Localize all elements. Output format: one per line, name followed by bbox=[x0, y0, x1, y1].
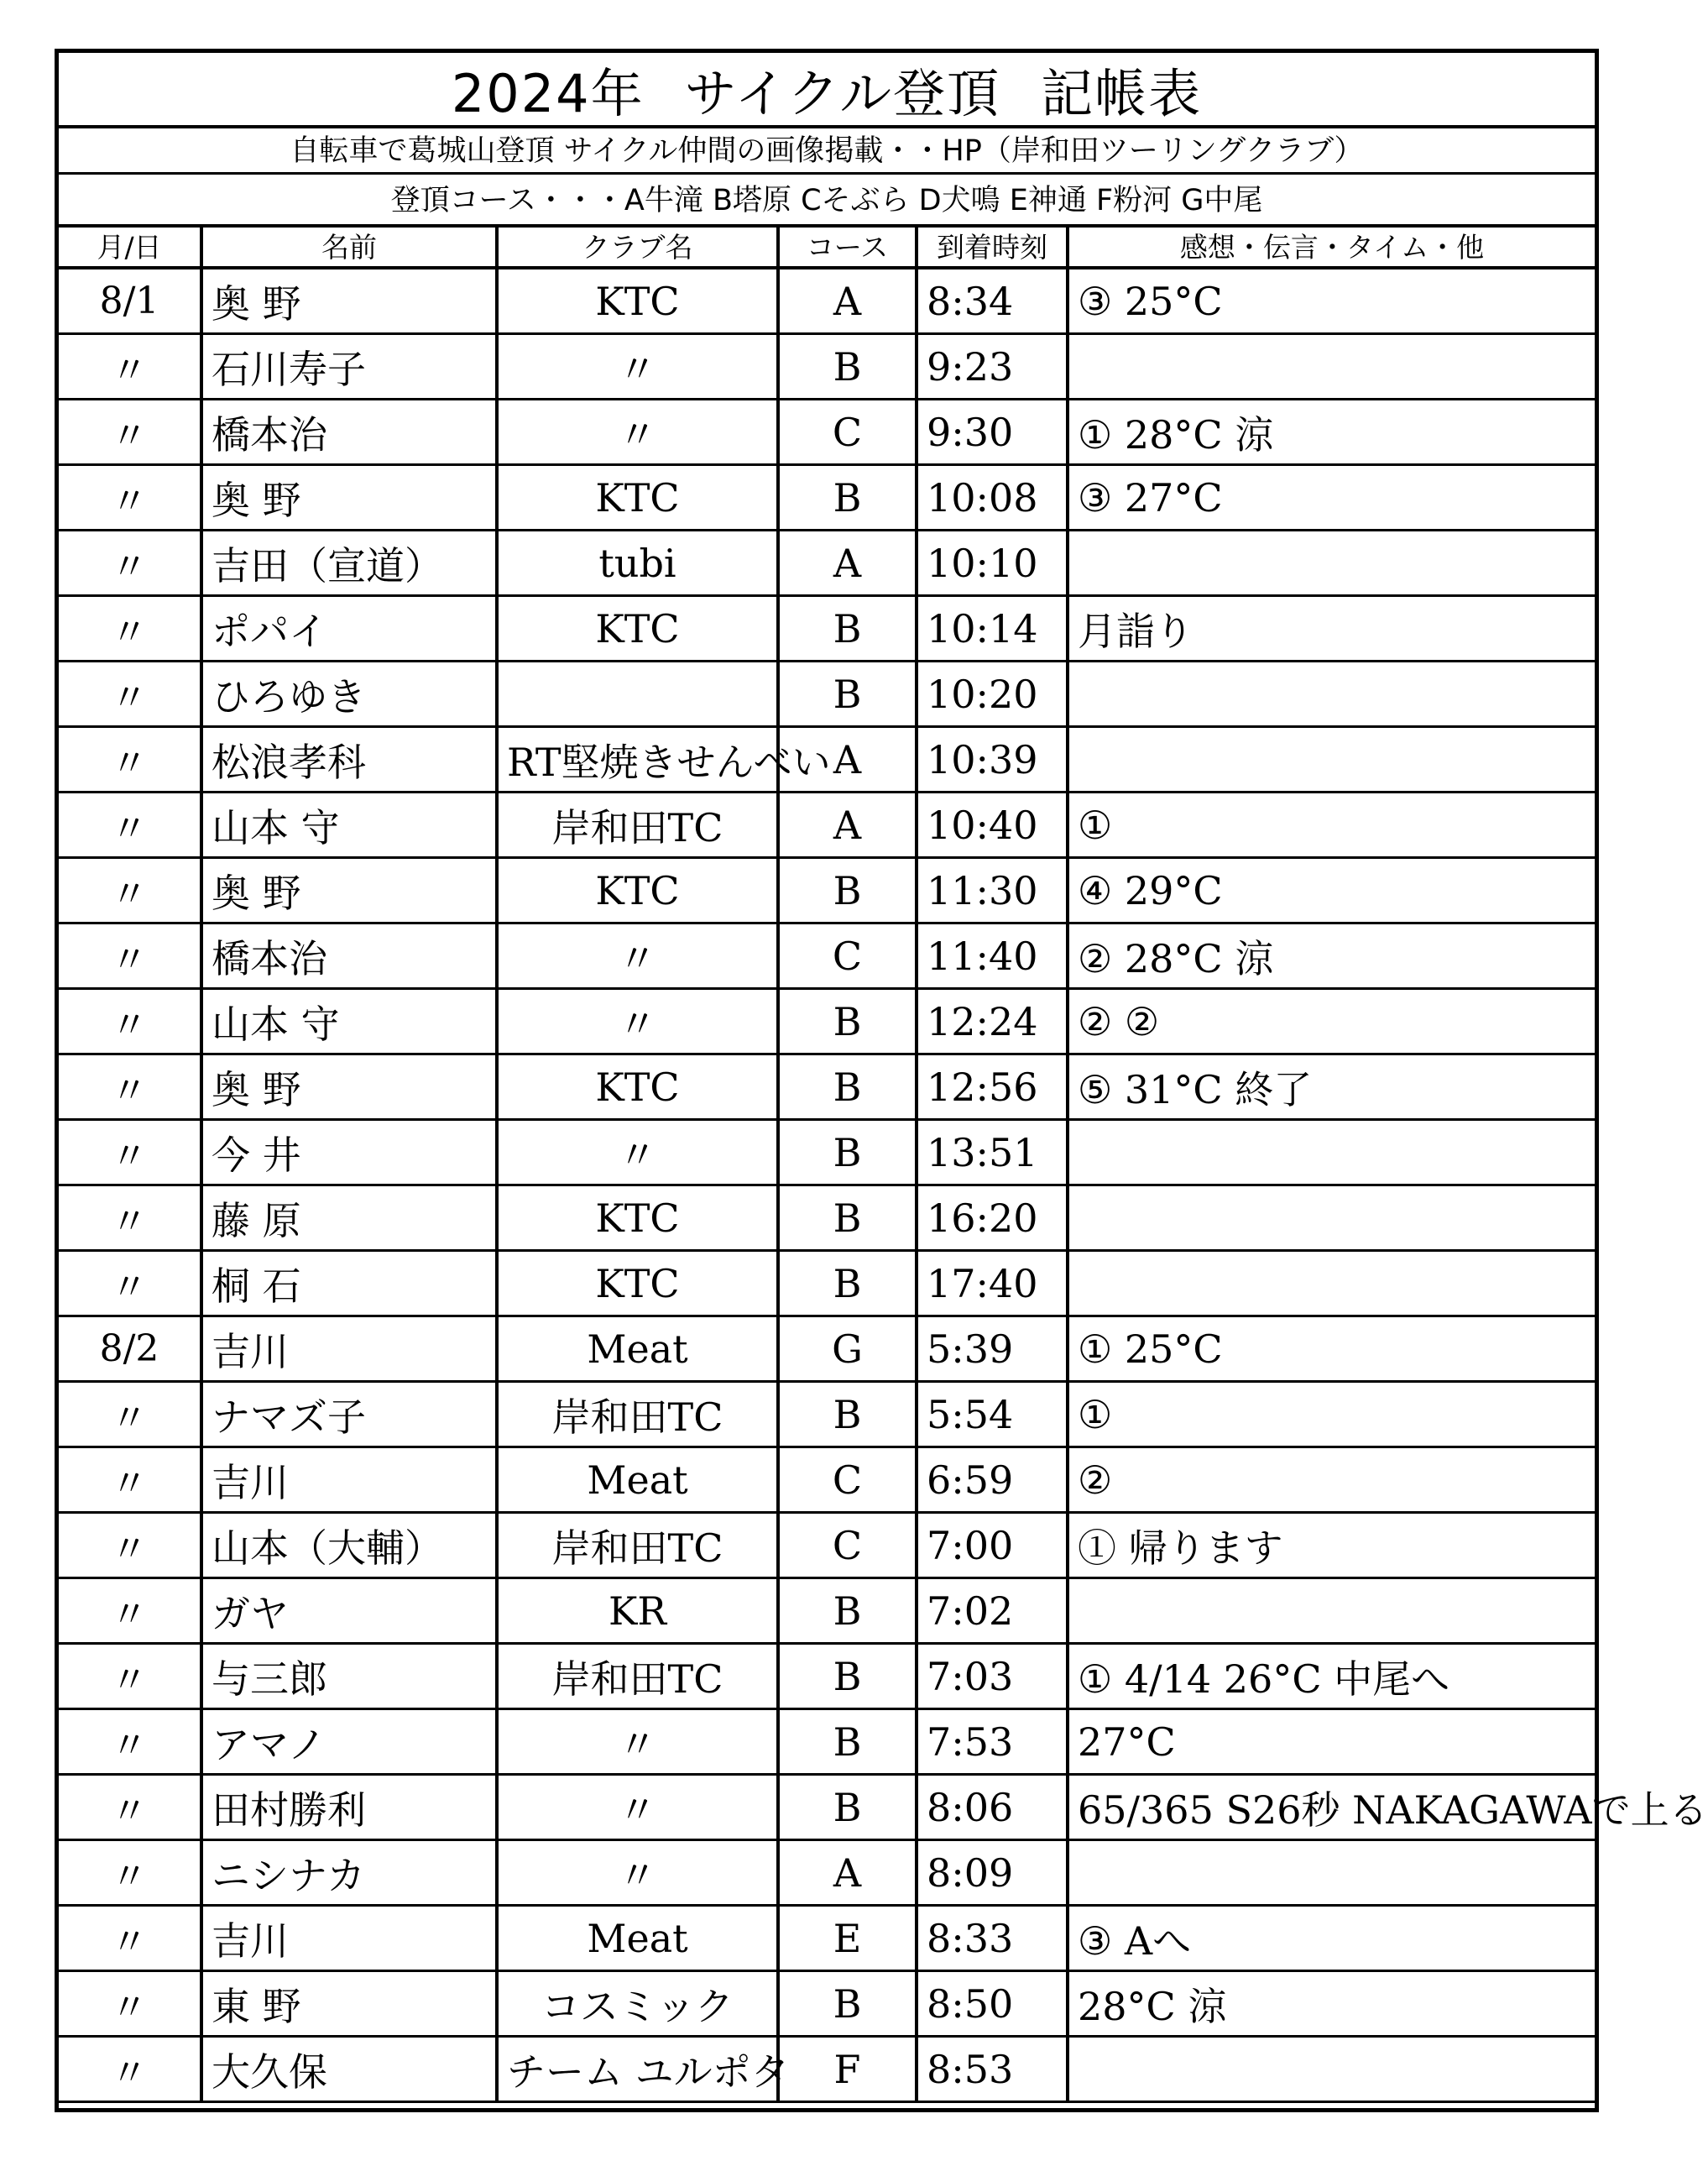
entry-course: B bbox=[778, 1578, 917, 1644]
entry-course: B bbox=[778, 1709, 917, 1775]
table-row bbox=[59, 596, 1595, 662]
title-year: 2024年 bbox=[451, 62, 645, 124]
entry-note: ⑤ 31°C 終了 bbox=[1068, 1054, 1595, 1120]
entry-club: Meat bbox=[497, 1906, 778, 1971]
entry-club: tubi bbox=[497, 531, 778, 596]
entry-name: 石川寿子 bbox=[201, 334, 497, 400]
table-row bbox=[59, 1316, 1595, 1382]
entry-name: 東 野 bbox=[201, 1971, 497, 2037]
header-time: 到着時刻 bbox=[917, 224, 1068, 268]
entry-course: C bbox=[778, 1447, 917, 1513]
entry-date: 〃 bbox=[59, 1971, 201, 2037]
entry-time: 5:54 bbox=[917, 1382, 1068, 1447]
entry-time: 8:33 bbox=[917, 1906, 1068, 1971]
entry-date: 〃 bbox=[59, 793, 201, 858]
entry-course: C bbox=[778, 1513, 917, 1578]
entry-time: 7:03 bbox=[917, 1644, 1068, 1709]
entry-course: B bbox=[778, 662, 917, 727]
table-row bbox=[59, 1513, 1595, 1578]
entry-course: A bbox=[778, 268, 917, 334]
entry-club: 〃 bbox=[497, 1775, 778, 1840]
table-row bbox=[59, 465, 1595, 531]
entry-note bbox=[1068, 1120, 1595, 1185]
entry-club: KTC bbox=[497, 268, 778, 334]
entry-date: 〃 bbox=[59, 1120, 201, 1185]
entry-note: ② ② bbox=[1068, 989, 1595, 1054]
entry-note bbox=[1068, 1251, 1595, 1316]
entry-time: 10:39 bbox=[917, 727, 1068, 793]
entry-time: 8:06 bbox=[917, 1775, 1068, 1840]
entry-date: 〃 bbox=[59, 1775, 201, 1840]
entry-time: 6:59 bbox=[917, 1447, 1068, 1513]
entry-club: 岸和田TC bbox=[497, 1513, 778, 1578]
table-row bbox=[59, 1644, 1595, 1709]
entry-club: 〃 bbox=[497, 334, 778, 400]
entry-time: 8:34 bbox=[917, 268, 1068, 334]
entry-note: ③ 27°C bbox=[1068, 465, 1595, 531]
entry-note: ① bbox=[1068, 1382, 1595, 1447]
entry-club: 〃 bbox=[497, 1709, 778, 1775]
table-row bbox=[59, 1775, 1595, 1840]
entry-name: 今 井 bbox=[201, 1120, 497, 1185]
entry-time: 13:51 bbox=[917, 1120, 1068, 1185]
table-row bbox=[59, 334, 1595, 400]
table-row bbox=[59, 858, 1595, 923]
entry-time: 12:24 bbox=[917, 989, 1068, 1054]
table-row bbox=[59, 1906, 1595, 1971]
entry-note: 27°C bbox=[1068, 1709, 1595, 1775]
entry-club: KTC bbox=[497, 465, 778, 531]
entry-course: B bbox=[778, 858, 917, 923]
entry-name: ポパイ bbox=[201, 596, 497, 662]
entry-note bbox=[1068, 1840, 1595, 1906]
entry-date: 〃 bbox=[59, 465, 201, 531]
entry-date: 8/2 bbox=[59, 1316, 201, 1382]
entry-note: 月詣り bbox=[1068, 596, 1595, 662]
entry-name: ガヤ bbox=[201, 1578, 497, 1644]
entry-time: 9:30 bbox=[917, 400, 1068, 465]
entry-note: 28°C 涼 bbox=[1068, 1971, 1595, 2037]
entry-club: Meat bbox=[497, 1316, 778, 1382]
entry-time: 10:10 bbox=[917, 531, 1068, 596]
entry-time: 10:08 bbox=[917, 465, 1068, 531]
table-row bbox=[59, 268, 1595, 334]
entry-name: 吉川 bbox=[201, 1316, 497, 1382]
entry-note: 65/365 S26秒 NAKAGAWAで上る bbox=[1068, 1775, 1595, 1840]
entry-course: A bbox=[778, 1840, 917, 1906]
entry-time: 9:23 bbox=[917, 334, 1068, 400]
table-row bbox=[59, 727, 1595, 793]
entry-date: 〃 bbox=[59, 1382, 201, 1447]
entry-note: ① bbox=[1068, 793, 1595, 858]
log-sheet bbox=[55, 49, 1708, 2112]
entry-name: 奥 野 bbox=[201, 1054, 497, 1120]
entry-club: 岸和田TC bbox=[497, 1644, 778, 1709]
entry-time: 8:53 bbox=[917, 2037, 1068, 2102]
course-legend: 登頂コース・・・A牛滝 B塔原 Cそぶら D犬鳴 E神通 F粉河 G中尾 bbox=[59, 172, 1595, 228]
entry-club: 〃 bbox=[497, 400, 778, 465]
entry-club: KTC bbox=[497, 1251, 778, 1316]
entry-course: F bbox=[778, 2037, 917, 2102]
entry-date: 〃 bbox=[59, 923, 201, 989]
entry-name: 山本 守 bbox=[201, 989, 497, 1054]
entry-time: 7:00 bbox=[917, 1513, 1068, 1578]
header-note: 感想・伝言・タイム・他 bbox=[1068, 224, 1595, 268]
entry-course: E bbox=[778, 1906, 917, 1971]
entry-date: 〃 bbox=[59, 1709, 201, 1775]
table-row bbox=[59, 1447, 1595, 1513]
entry-time: 11:30 bbox=[917, 858, 1068, 923]
table-row bbox=[59, 1251, 1595, 1316]
entry-course: B bbox=[778, 1382, 917, 1447]
entry-club: KTC bbox=[497, 596, 778, 662]
entry-date: 〃 bbox=[59, 1447, 201, 1513]
entry-note bbox=[1068, 1578, 1595, 1644]
entry-note: ③ Aへ bbox=[1068, 1906, 1595, 1971]
entry-note bbox=[1068, 727, 1595, 793]
entry-note: ① 帰ります bbox=[1068, 1513, 1595, 1578]
log-body bbox=[59, 268, 1708, 2102]
table-row bbox=[59, 1382, 1595, 1447]
entry-note bbox=[1068, 334, 1595, 400]
entry-name: 田村勝利 bbox=[201, 1775, 497, 1840]
entry-date: 8/1 bbox=[59, 268, 201, 334]
entry-course: A bbox=[778, 727, 917, 793]
entry-note: ③ 25°C bbox=[1068, 268, 1595, 334]
entry-course: B bbox=[778, 989, 917, 1054]
entry-course: B bbox=[778, 1251, 917, 1316]
entry-date: 〃 bbox=[59, 531, 201, 596]
entry-club: RT堅焼きせんべい bbox=[497, 727, 778, 793]
entry-name: 吉田（宣道） bbox=[201, 531, 497, 596]
entry-time: 7:02 bbox=[917, 1578, 1068, 1644]
entry-club: KTC bbox=[497, 1185, 778, 1251]
table-row bbox=[59, 1971, 1595, 2037]
entry-time: 5:39 bbox=[917, 1316, 1068, 1382]
entry-time: 16:20 bbox=[917, 1185, 1068, 1251]
entry-name: ニシナカ bbox=[201, 1840, 497, 1906]
entry-date: 〃 bbox=[59, 1840, 201, 1906]
entry-date: 〃 bbox=[59, 858, 201, 923]
table-row bbox=[59, 989, 1595, 1054]
table-row bbox=[59, 1120, 1595, 1185]
entry-note: ② bbox=[1068, 1447, 1595, 1513]
entry-course: B bbox=[778, 1775, 917, 1840]
entry-name: 吉川 bbox=[201, 1906, 497, 1971]
entry-club: 〃 bbox=[497, 989, 778, 1054]
entry-name: 橋本治 bbox=[201, 400, 497, 465]
entry-date: 〃 bbox=[59, 662, 201, 727]
entry-course: A bbox=[778, 531, 917, 596]
entry-date: 〃 bbox=[59, 1513, 201, 1578]
entry-club: チーム ユルポタ bbox=[497, 2037, 778, 2102]
table-row bbox=[59, 1578, 1595, 1644]
entry-date: 〃 bbox=[59, 2037, 201, 2102]
entry-course: A bbox=[778, 793, 917, 858]
entry-time: 7:53 bbox=[917, 1709, 1068, 1775]
entry-time: 17:40 bbox=[917, 1251, 1068, 1316]
sheet-subtitle: 自転車で葛城山登頂 サイクル仲間の画像掲載・・HP（岸和田ツーリングクラブ） bbox=[59, 125, 1595, 175]
table-row bbox=[59, 2037, 1595, 2102]
entry-note: ④ 29°C bbox=[1068, 858, 1595, 923]
entry-club bbox=[497, 662, 778, 727]
sheet-title bbox=[59, 53, 1595, 128]
table-row bbox=[59, 793, 1595, 858]
title-main: サイクル登頂 bbox=[684, 62, 1001, 124]
entry-course: B bbox=[778, 596, 917, 662]
entry-note: ① 4/14 26°C 中尾へ bbox=[1068, 1644, 1595, 1709]
entry-time: 8:50 bbox=[917, 1971, 1068, 2037]
entry-date: 〃 bbox=[59, 1251, 201, 1316]
entry-club: KR bbox=[497, 1578, 778, 1644]
entry-name: 大久保 bbox=[201, 2037, 497, 2102]
entry-course: G bbox=[778, 1316, 917, 1382]
entry-date: 〃 bbox=[59, 1906, 201, 1971]
entry-course: B bbox=[778, 1120, 917, 1185]
entry-time: 12:56 bbox=[917, 1054, 1068, 1120]
entry-date: 〃 bbox=[59, 1185, 201, 1251]
entry-date: 〃 bbox=[59, 727, 201, 793]
entry-course: B bbox=[778, 334, 917, 400]
entry-time: 10:20 bbox=[917, 662, 1068, 727]
entry-club: 〃 bbox=[497, 1840, 778, 1906]
entry-date: 〃 bbox=[59, 334, 201, 400]
entry-note: ② 28°C 涼 bbox=[1068, 923, 1595, 989]
entry-name: 奥 野 bbox=[201, 465, 497, 531]
entry-date: 〃 bbox=[59, 989, 201, 1054]
table-row bbox=[59, 1185, 1595, 1251]
entry-club: 〃 bbox=[497, 923, 778, 989]
entry-course: C bbox=[778, 923, 917, 989]
header-date: 月/日 bbox=[59, 224, 201, 268]
log-table bbox=[59, 224, 1708, 2103]
table-row bbox=[59, 531, 1595, 596]
table-row bbox=[59, 1840, 1595, 1906]
entry-note bbox=[1068, 662, 1595, 727]
entry-club: 〃 bbox=[497, 1120, 778, 1185]
entry-time: 10:40 bbox=[917, 793, 1068, 858]
entry-club: 岸和田TC bbox=[497, 1382, 778, 1447]
entry-name: 松浪孝科 bbox=[201, 727, 497, 793]
table-row bbox=[59, 1054, 1595, 1120]
entry-club: コスミック bbox=[497, 1971, 778, 2037]
table-row bbox=[59, 662, 1595, 727]
entry-date: 〃 bbox=[59, 1644, 201, 1709]
entry-date: 〃 bbox=[59, 1054, 201, 1120]
entry-name: 桐 石 bbox=[201, 1251, 497, 1316]
table-row bbox=[59, 923, 1595, 989]
entry-name: 奥 野 bbox=[201, 858, 497, 923]
header-club: クラブ名 bbox=[497, 224, 778, 268]
entry-name: 与三郎 bbox=[201, 1644, 497, 1709]
entry-name: ひろゆき bbox=[201, 662, 497, 727]
entry-course: B bbox=[778, 1971, 917, 2037]
entry-time: 11:40 bbox=[917, 923, 1068, 989]
entry-course: B bbox=[778, 1185, 917, 1251]
header-row bbox=[59, 224, 1595, 268]
entry-date: 〃 bbox=[59, 1578, 201, 1644]
entry-course: B bbox=[778, 1644, 917, 1709]
entry-name: 藤 原 bbox=[201, 1185, 497, 1251]
title-suffix: 記帳表 bbox=[1041, 62, 1203, 124]
entry-name: アマノ bbox=[201, 1709, 497, 1775]
entry-course: C bbox=[778, 400, 917, 465]
entry-club: KTC bbox=[497, 858, 778, 923]
entry-time: 8:09 bbox=[917, 1840, 1068, 1906]
entry-note: ① 28°C 涼 bbox=[1068, 400, 1595, 465]
entry-note bbox=[1068, 1185, 1595, 1251]
entry-date: 〃 bbox=[59, 400, 201, 465]
header-name: 名前 bbox=[201, 224, 497, 268]
entry-note: ① 25°C bbox=[1068, 1316, 1595, 1382]
entry-time: 10:14 bbox=[917, 596, 1068, 662]
entry-name: 山本（大輔） bbox=[201, 1513, 497, 1578]
table-row bbox=[59, 1709, 1595, 1775]
entry-name: ナマズ子 bbox=[201, 1382, 497, 1447]
header-course: コース bbox=[778, 224, 917, 268]
entry-date: 〃 bbox=[59, 596, 201, 662]
entry-name: 奥 野 bbox=[201, 268, 497, 334]
entry-club: Meat bbox=[497, 1447, 778, 1513]
entry-club: 岸和田TC bbox=[497, 793, 778, 858]
entry-club: KTC bbox=[497, 1054, 778, 1120]
entry-note bbox=[1068, 2037, 1595, 2102]
entry-course: B bbox=[778, 465, 917, 531]
entry-name: 吉川 bbox=[201, 1447, 497, 1513]
table-row bbox=[59, 400, 1595, 465]
entry-name: 橋本治 bbox=[201, 923, 497, 989]
entry-course: B bbox=[778, 1054, 917, 1120]
entry-note bbox=[1068, 531, 1595, 596]
entry-name: 山本 守 bbox=[201, 793, 497, 858]
